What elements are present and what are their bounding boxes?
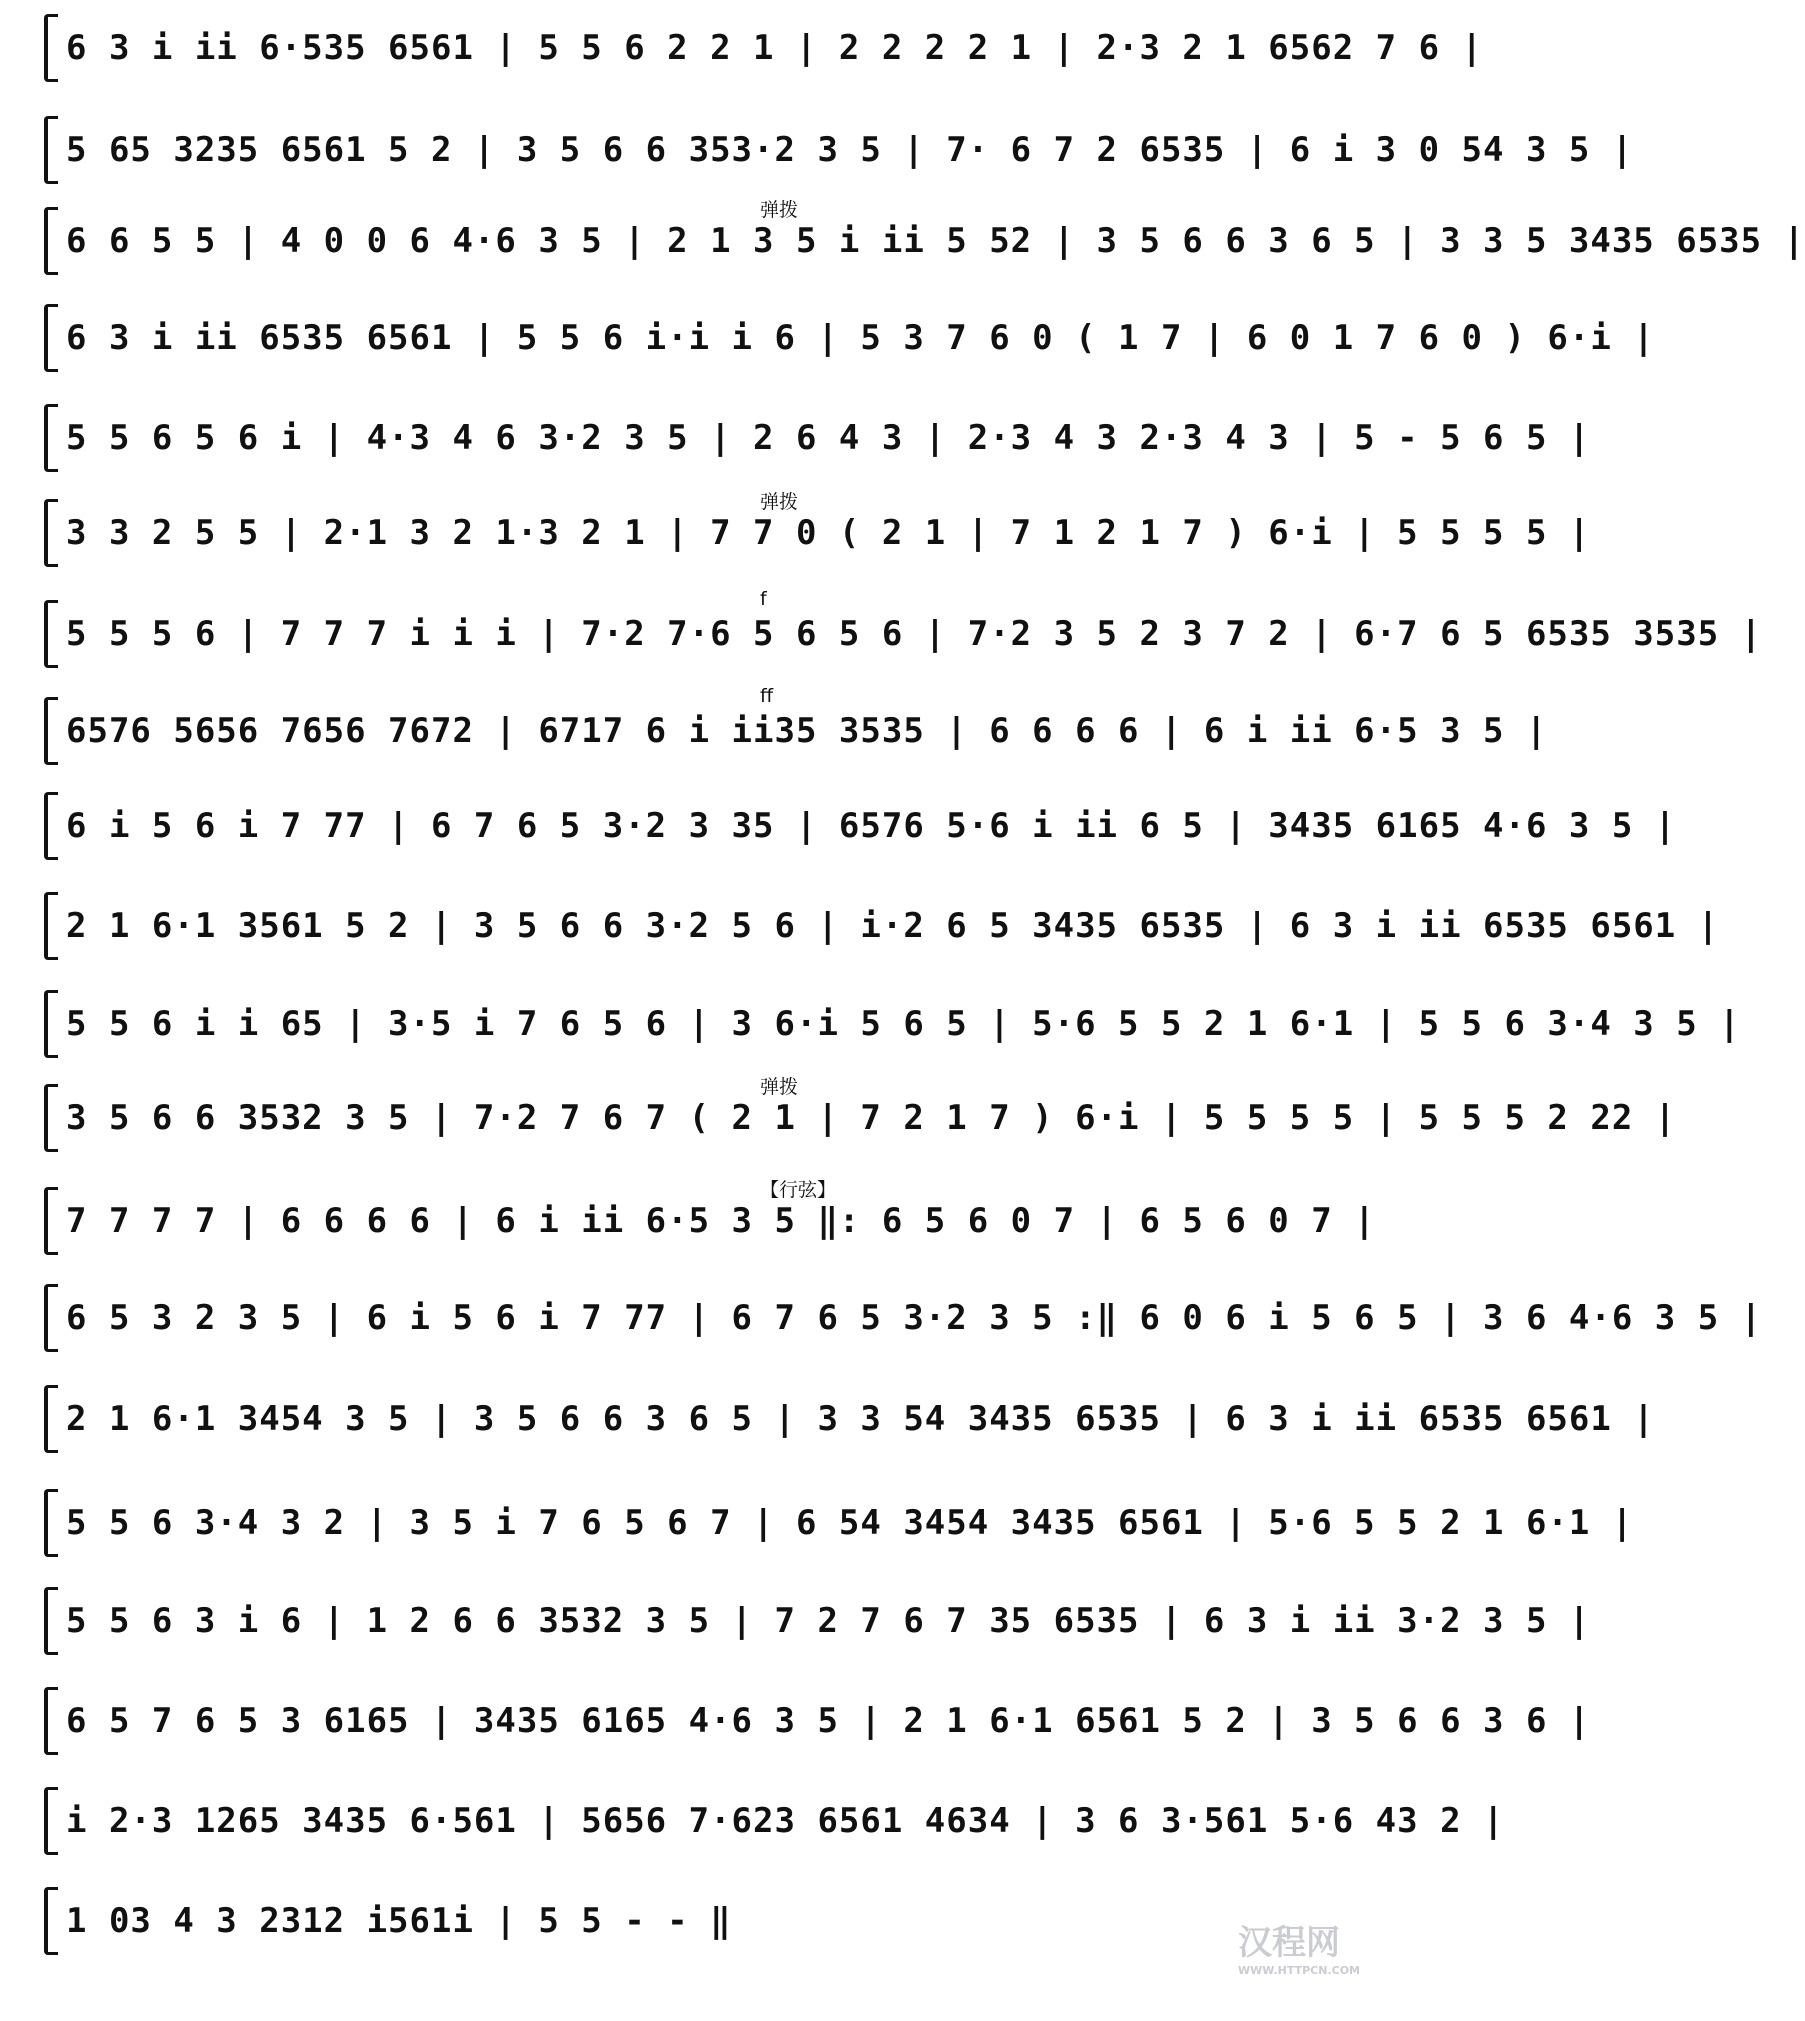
- notation-line: 3 3 2 5 5 | 2·1 3 2 1·3 2 1 | 7 7 0 ( 2 1 | 7 1 2 1 7 ) 6·i | 5 5 5 5 |: [66, 513, 1591, 553]
- notation-line: 6 3 i ii 6·535 6561 | 5 5 6 2 2 1 | 2 2 2 2 1 | 2·3 2 1 6562 7 6 |: [66, 28, 1484, 68]
- notation-line: 1 03 4 3 2312 i561i | 5 5 - - ‖: [66, 1901, 732, 1941]
- notation-line: i 2·3 1265 3435 6·561 | 5656 7·623 6561 4634 | 3 6 3·561 5·6 43 2 |: [66, 1801, 1505, 1841]
- performance-annotation: 【行弦】: [760, 1179, 837, 1201]
- watermark: [1238, 1915, 1360, 1977]
- notation-line: 5 5 6 3·4 3 2 | 3 5 i 7 6 5 6 7 | 6 54 3454 3435 6561 | 5·6 5 5 2 1 6·1 |: [66, 1503, 1634, 1543]
- system-brace: [44, 1084, 58, 1152]
- performance-annotation: 弹拨: [760, 491, 799, 513]
- system-brace: [44, 990, 58, 1058]
- notation-line: 6576 5656 7656 7672 | 6717 6 i ii35 3535 | 6 6 6 6 | 6 i ii 6·5 3 5 |: [66, 711, 1548, 751]
- system-brace: [44, 1385, 58, 1453]
- system-brace: [44, 1787, 58, 1855]
- system-brace: [44, 304, 58, 372]
- watermark-text: 汉程网: [1237, 1923, 1340, 1963]
- performance-annotation: ff: [760, 685, 774, 707]
- system-brace: [44, 697, 58, 765]
- notation-line: 2 1 6·1 3561 5 2 | 3 5 6 6 3·2 5 6 | i·2 6 5 3435 6535 | 6 3 i ii 6535 6561 |: [66, 906, 1720, 946]
- notation-line: 3 5 6 6 3532 3 5 | 7·2 7 6 7 ( 2 1 | 7 2 1 7 ) 6·i | 5 5 5 5 | 5 5 5 2 22 |: [66, 1098, 1677, 1138]
- system-brace: [44, 600, 58, 668]
- score-system: [0, 1881, 1400, 2021]
- watermark-sub: WWW.HTTPCN.COM: [1237, 1964, 1360, 1977]
- system-brace: [44, 499, 58, 567]
- notation-line: 5 5 6 5 6 i | 4·3 4 6 3·2 3 5 | 2 6 4 3 | 2·3 4 3 2·3 4 3 | 5 - 5 6 5 |: [66, 418, 1591, 458]
- system-brace: [44, 1284, 58, 1352]
- performance-annotation: 弹拨: [760, 1076, 799, 1098]
- notation-line: 6 6 5 5 | 4 0 0 6 4·6 3 5 | 2 1 3 5 i ii 5 52 | 3 5 6 6 3 6 5 | 3 3 5 3435 6535 |: [66, 221, 1805, 261]
- notation-line: 6 5 3 2 3 5 | 6 i 5 6 i 7 77 | 6 7 6 5 3·2 3 5 :‖ 6 0 6 i 5 6 5 | 3 6 4·6 3 5 |: [66, 1298, 1763, 1338]
- notation-line: 5 5 6 3 i 6 | 1 2 6 6 3532 3 5 | 7 2 7 6 7 35 6535 | 6 3 i ii 3·2 3 5 |: [66, 1601, 1591, 1641]
- system-brace: [44, 1489, 58, 1557]
- notation-line: 5 5 5 6 | 7 7 7 i i i | 7·2 7·6 5 6 5 6 | 7·2 3 5 2 3 7 2 | 6·7 6 5 6535 3535 |: [66, 614, 1763, 654]
- notation-line: 6 i 5 6 i 7 77 | 6 7 6 5 3·2 3 35 | 6576 5·6 i ii 6 5 | 3435 6165 4·6 3 5 |: [66, 806, 1677, 846]
- system-brace: [44, 207, 58, 275]
- system-brace: [44, 1687, 58, 1755]
- system-brace: [44, 1887, 58, 1955]
- notation-line: 2 1 6·1 3454 3 5 | 3 5 6 6 3 6 5 | 3 3 54 3435 6535 | 6 3 i ii 6535 6561 |: [66, 1399, 1655, 1439]
- system-brace: [44, 116, 58, 184]
- system-brace: [44, 892, 58, 960]
- system-brace: [44, 404, 58, 472]
- system-brace: [44, 14, 58, 82]
- system-brace: [44, 792, 58, 860]
- notation-line: 5 65 3235 6561 5 2 | 3 5 6 6 353·2 3 5 | 7· 6 7 2 6535 | 6 i 3 0 54 3 5 |: [66, 130, 1634, 170]
- performance-annotation: 弹拨: [760, 199, 799, 221]
- notation-line: 6 3 i ii 6535 6561 | 5 5 6 i·i i 6 | 5 3 7 6 0 ( 1 7 | 6 0 1 7 6 0 ) 6·i |: [66, 318, 1655, 358]
- notation-line: 6 5 7 6 5 3 6165 | 3435 6165 4·6 3 5 | 2 1 6·1 6561 5 2 | 3 5 6 6 3 6 |: [66, 1701, 1591, 1741]
- system-brace: [44, 1187, 58, 1255]
- performance-annotation: f: [760, 588, 767, 610]
- notation-line: 7 7 7 7 | 6 6 6 6 | 6 i ii 6·5 3 5 ‖: 6 5 6 0 7 | 6 5 6 0 7 |: [66, 1201, 1376, 1241]
- system-brace: [44, 1587, 58, 1655]
- notation-line: 5 5 6 i i 65 | 3·5 i 7 6 5 6 | 3 6·i 5 6 5 | 5·6 5 5 2 1 6·1 | 5 5 6 3·4 3 5 |: [66, 1004, 1741, 1044]
